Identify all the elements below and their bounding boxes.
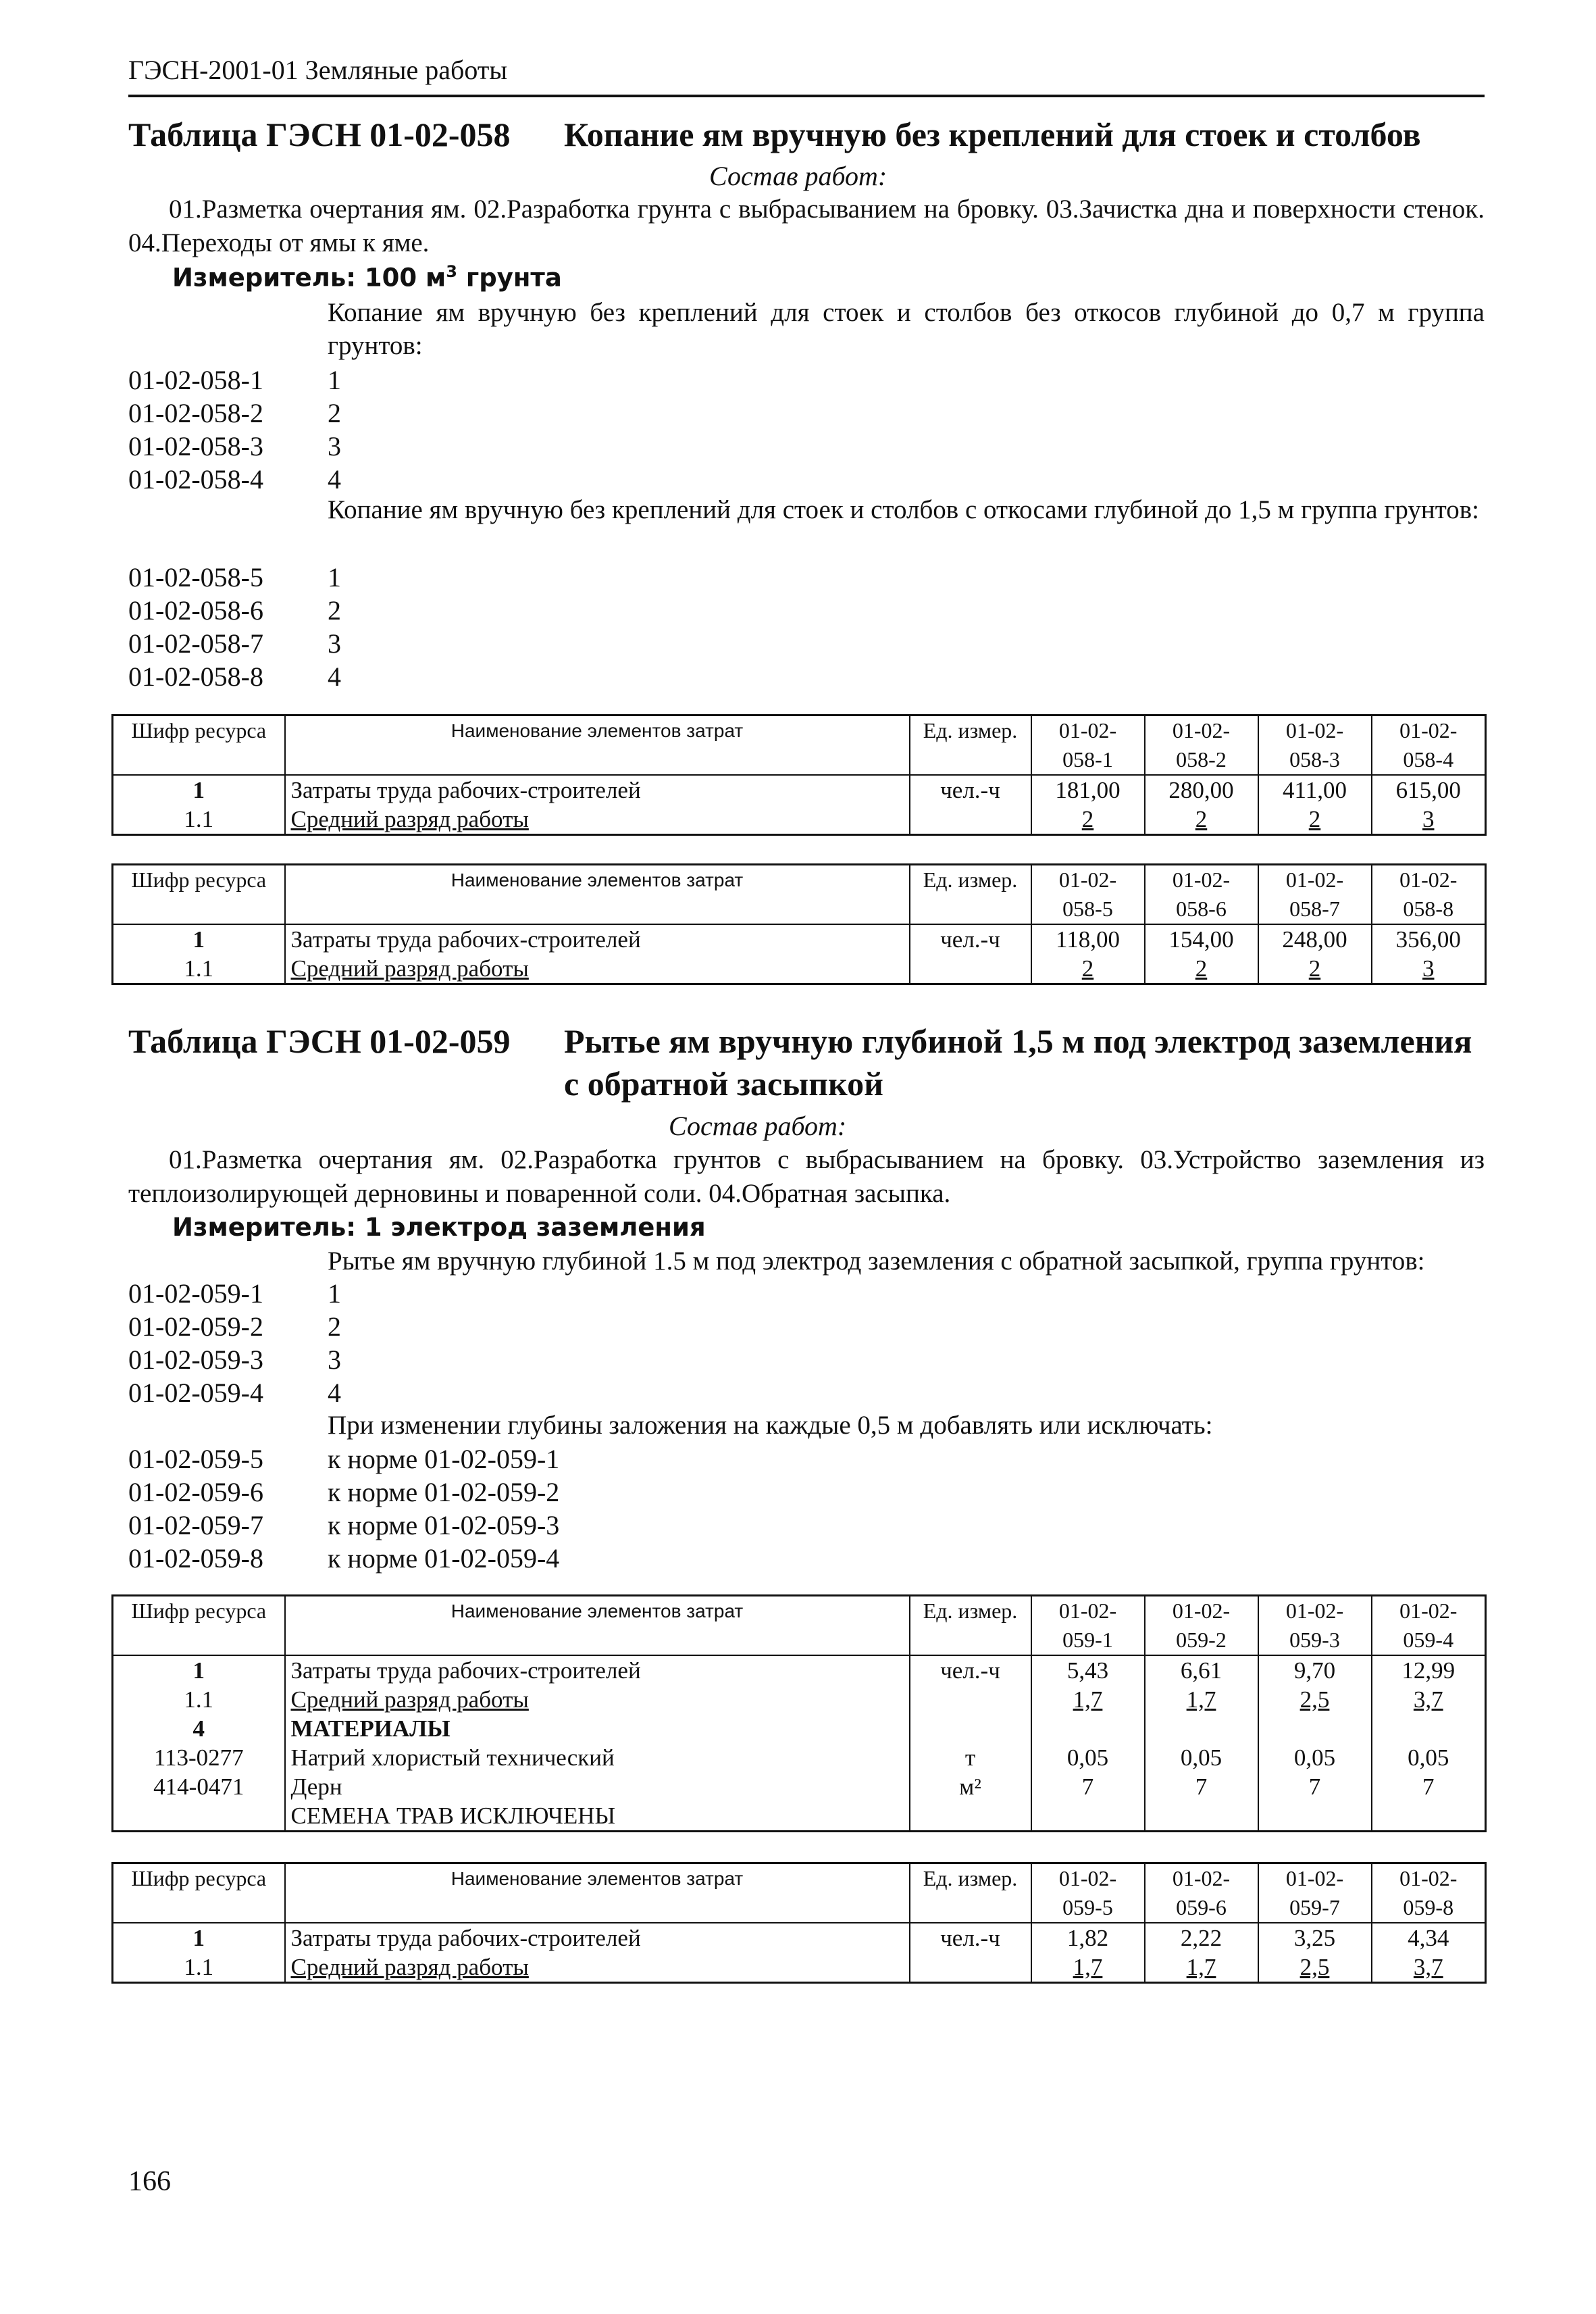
resource-code: 1.1 xyxy=(113,1685,285,1714)
norm-value: к норме 01-02-059-3 xyxy=(328,1510,560,1540)
header-norm-suffix: 058-3 xyxy=(1289,747,1340,772)
list-item xyxy=(128,397,534,430)
table-058-title: Копание ям вручную без креплений для стоек и столбов xyxy=(564,116,1421,153)
resource-unit: чел.-ч xyxy=(910,1923,1031,1953)
header-norm-suffix: 058-4 xyxy=(1403,747,1454,772)
list-item xyxy=(128,1442,669,1476)
table-row xyxy=(113,924,1486,954)
norm-code: 01-02-058-4 xyxy=(128,464,263,495)
norm-code: 01-02-059-2 xyxy=(128,1311,263,1342)
header-norm-prefix: 01-02- xyxy=(1285,1866,1344,1890)
norm-value: 1 xyxy=(328,365,341,395)
resource-value: 3 xyxy=(1372,805,1486,835)
header-unit: Ед. измер. xyxy=(910,715,1031,776)
resource-name: МАТЕРИАЛЫ xyxy=(285,1714,910,1743)
resource-table-058-5-8 xyxy=(111,863,1487,985)
resource-value xyxy=(1031,1714,1145,1743)
resource-value: 411,00 xyxy=(1258,775,1372,805)
resource-value: 2 xyxy=(1258,805,1372,835)
resource-code: 1 xyxy=(113,1923,285,1953)
resource-code: 113-0277 xyxy=(113,1743,285,1772)
resource-value: 356,00 xyxy=(1372,924,1486,954)
resource-value: 12,99 xyxy=(1372,1655,1486,1685)
resource-value: 0,05 xyxy=(1372,1743,1486,1772)
table-059-group1-list xyxy=(128,1277,669,1409)
header-norm-suffix: 058-2 xyxy=(1176,747,1227,772)
norm-value: 1 xyxy=(328,1278,341,1309)
resource-value xyxy=(1258,1714,1372,1743)
header-norm-prefix: 01-02- xyxy=(1058,1599,1117,1623)
resource-name: Затраты труда рабочих-строителей xyxy=(285,1923,910,1953)
header-norm-suffix: 059-8 xyxy=(1403,1895,1454,1919)
header-norm-suffix: 058-7 xyxy=(1289,897,1340,921)
table-058-composition-text: 01.Разметка очертания ям. 02.Разработка грунта с выбрасыванием на бровку. 03.Зачистка дна и поверхности стенок. 04.Переходы от ямы к яме. xyxy=(128,195,1485,257)
header-norm-prefix: 01-02- xyxy=(1058,867,1117,892)
running-title: ГЭСН-2001-01 Земляные работы xyxy=(128,55,508,85)
table-058-label: Таблица ГЭСН 01-02-058 xyxy=(128,116,511,153)
header-name: Наименование элементов затрат xyxy=(285,1863,910,1923)
resource-name: Средний разряд работы xyxy=(285,1953,910,1983)
resource-value xyxy=(1372,1801,1486,1832)
header-norm-suffix: 058-1 xyxy=(1062,747,1113,772)
norm-code: 01-02-058-7 xyxy=(128,628,263,659)
header-norm-column xyxy=(1145,1596,1258,1656)
header-norm-prefix: 01-02- xyxy=(1399,718,1458,743)
resource-value: 2 xyxy=(1031,954,1145,984)
norm-code: 01-02-059-3 xyxy=(128,1344,263,1375)
list-item xyxy=(128,1277,669,1310)
list-item xyxy=(128,363,534,397)
norm-value: 1 xyxy=(328,562,341,593)
header-code: Шифр ресурса xyxy=(113,1596,285,1656)
resource-name: Затраты труда рабочих-строителей xyxy=(285,1655,910,1685)
header-norm-column xyxy=(1145,865,1258,925)
header-norm-prefix: 01-02- xyxy=(1285,867,1344,892)
table-058-measure xyxy=(172,262,562,292)
resource-value: 4,34 xyxy=(1372,1923,1486,1953)
resource-value xyxy=(1145,1801,1258,1832)
norm-value: 3 xyxy=(328,1344,341,1375)
table-row xyxy=(113,775,1486,805)
list-item xyxy=(128,1376,669,1409)
resource-unit xyxy=(910,1685,1031,1714)
header-norm-suffix: 059-5 xyxy=(1062,1895,1113,1919)
norm-code: 01-02-059-8 xyxy=(128,1543,263,1574)
list-item xyxy=(128,1476,669,1509)
resource-code: 414-0471 xyxy=(113,1772,285,1801)
table-header-row xyxy=(113,1596,1486,1656)
resource-unit: чел.-ч xyxy=(910,775,1031,805)
header-unit: Ед. измер. xyxy=(910,865,1031,925)
resource-unit: м² xyxy=(910,1772,1031,1801)
list-item xyxy=(128,660,534,693)
table-058-group2-list xyxy=(128,561,534,693)
header-norm-prefix: 01-02- xyxy=(1285,1599,1344,1623)
resource-value: 1,82 xyxy=(1031,1923,1145,1953)
resource-unit: чел.-ч xyxy=(910,1655,1031,1685)
resource-value: 248,00 xyxy=(1258,924,1372,954)
header-norm-suffix: 059-4 xyxy=(1403,1628,1454,1652)
header-norm-prefix: 01-02- xyxy=(1172,1866,1231,1890)
table-058-composition-caption: Состав работ: xyxy=(709,161,887,191)
list-item xyxy=(128,463,534,496)
resource-table-058-1-4 xyxy=(111,714,1487,836)
resource-value: 181,00 xyxy=(1031,775,1145,805)
resource-unit xyxy=(910,805,1031,835)
resource-value: 154,00 xyxy=(1145,924,1258,954)
resource-name: Затраты труда рабочих-строителей xyxy=(285,924,910,954)
resource-code: 1 xyxy=(113,775,285,805)
resource-table-059-1-4 xyxy=(111,1594,1487,1832)
header-norm-prefix: 01-02- xyxy=(1058,1866,1117,1890)
norm-code: 01-02-058-5 xyxy=(128,562,263,593)
resource-code: 1.1 xyxy=(113,805,285,835)
resource-unit xyxy=(910,1714,1031,1743)
norm-code: 01-02-058-1 xyxy=(128,365,263,395)
resource-value: 2 xyxy=(1145,805,1258,835)
header-unit: Ед. измер. xyxy=(910,1596,1031,1656)
resource-value xyxy=(1145,1714,1258,1743)
resource-value: 3 xyxy=(1372,954,1486,984)
header-norm-suffix: 059-2 xyxy=(1176,1628,1227,1652)
norm-code: 01-02-059-7 xyxy=(128,1510,263,1540)
resource-code xyxy=(113,1801,285,1832)
header-norm-column xyxy=(1145,1863,1258,1923)
resource-value: 3,25 xyxy=(1258,1923,1372,1953)
list-item xyxy=(128,561,534,594)
resource-value: 0,05 xyxy=(1145,1743,1258,1772)
table-059-label: Таблица ГЭСН 01-02-059 xyxy=(128,1022,511,1060)
resource-value: 9,70 xyxy=(1258,1655,1372,1685)
resource-value: 7 xyxy=(1258,1772,1372,1801)
header-norm-suffix: 059-7 xyxy=(1289,1895,1340,1919)
table-059-group1-heading: Рытье ям вручную глубиной 1.5 м под электрод заземления с обратной засыпкой, группа грунтов: xyxy=(328,1247,1425,1276)
table-header-row xyxy=(113,865,1486,925)
resource-value: 7 xyxy=(1031,1772,1145,1801)
header-norm-column xyxy=(1031,715,1145,776)
header-name: Наименование элементов затрат xyxy=(285,1596,910,1656)
header-norm-column xyxy=(1031,865,1145,925)
table-row xyxy=(113,1714,1486,1743)
measure-label: Измеритель: 100 м xyxy=(172,263,446,293)
resource-unit xyxy=(910,1953,1031,1983)
list-item xyxy=(128,627,534,660)
table-row xyxy=(113,1685,1486,1714)
resource-value: 6,61 xyxy=(1145,1655,1258,1685)
table-059-measure: Измеритель: 1 электрод заземления xyxy=(172,1213,706,1242)
table-059-title-line2: с обратной засыпкой xyxy=(564,1065,883,1103)
norm-value: к норме 01-02-059-2 xyxy=(328,1477,560,1507)
norm-value: 4 xyxy=(328,1378,341,1408)
table-row xyxy=(113,1923,1486,1953)
list-item xyxy=(128,1542,669,1575)
header-norm-prefix: 01-02- xyxy=(1172,1599,1231,1623)
norm-value: 3 xyxy=(328,628,341,659)
header-norm-prefix: 01-02- xyxy=(1172,867,1231,892)
header-name: Наименование элементов затрат xyxy=(285,865,910,925)
norm-value: 2 xyxy=(328,595,341,626)
list-item xyxy=(128,594,534,627)
resource-code: 4 xyxy=(113,1714,285,1743)
resource-unit xyxy=(910,1801,1031,1832)
norm-code: 01-02-059-4 xyxy=(128,1378,263,1408)
header-norm-column xyxy=(1372,1863,1486,1923)
header-norm-suffix: 058-6 xyxy=(1176,897,1227,921)
norm-value: 4 xyxy=(328,661,341,692)
table-row xyxy=(113,1953,1486,1983)
table-row xyxy=(113,1655,1486,1685)
norm-code: 01-02-058-6 xyxy=(128,595,263,626)
header-name: Наименование элементов затрат xyxy=(285,715,910,776)
header-norm-column xyxy=(1372,865,1486,925)
resource-value: 2 xyxy=(1145,954,1258,984)
resource-value: 615,00 xyxy=(1372,775,1486,805)
norm-value: 2 xyxy=(328,1311,341,1342)
header-norm-column xyxy=(1372,1596,1486,1656)
resource-value: 118,00 xyxy=(1031,924,1145,954)
resource-value xyxy=(1031,1801,1145,1832)
table-059-group2-heading: При изменении глубины заложения на каждые 0,5 м добавлять или исключать: xyxy=(328,1411,1213,1440)
resource-table-059-5-8 xyxy=(111,1862,1487,1984)
resource-value: 7 xyxy=(1372,1772,1486,1801)
resource-code: 1 xyxy=(113,924,285,954)
table-058-group2-heading: Копание ям вручную без креплений для стоек и столбов с откосами глубиной до 1,5 м группа грунтов: xyxy=(328,495,1479,524)
norm-code: 01-02-059-5 xyxy=(128,1444,263,1474)
resource-value: 1,7 xyxy=(1145,1953,1258,1983)
norm-code: 01-02-058-8 xyxy=(128,661,263,692)
header-norm-suffix: 059-3 xyxy=(1289,1628,1340,1652)
header-norm-suffix: 058-5 xyxy=(1062,897,1113,921)
resource-value: 2 xyxy=(1031,805,1145,835)
header-code: Шифр ресурса xyxy=(113,865,285,925)
resource-value: 2 xyxy=(1258,954,1372,984)
resource-value xyxy=(1258,1801,1372,1832)
resource-name: Средний разряд работы xyxy=(285,1685,910,1714)
table-059-title-line1: Рытье ям вручную глубиной 1,5 м под электрод заземления xyxy=(564,1022,1472,1060)
table-header-row xyxy=(113,715,1486,776)
table-059-group2-list xyxy=(128,1442,669,1575)
header-norm-prefix: 01-02- xyxy=(1399,867,1458,892)
header-code: Шифр ресурса xyxy=(113,1863,285,1923)
resource-value: 3,7 xyxy=(1372,1953,1486,1983)
resource-value: 2,22 xyxy=(1145,1923,1258,1953)
table-058-group1-heading: Копание ям вручную без креплений для стоек и столбов без откосов глубиной до 0,7 м группа грунтов: xyxy=(328,298,1485,360)
resource-value: 0,05 xyxy=(1258,1743,1372,1772)
resource-value xyxy=(1372,1714,1486,1743)
norm-value: к норме 01-02-059-1 xyxy=(328,1444,560,1474)
resource-name: Средний разряд работы xyxy=(285,805,910,835)
table-row xyxy=(113,805,1486,835)
measure-tail: грунта xyxy=(457,263,562,293)
table-059-composition-caption: Состав работ: xyxy=(669,1111,847,1141)
list-item xyxy=(128,430,534,463)
header-norm-column xyxy=(1258,1863,1372,1923)
resource-unit: чел.-ч xyxy=(910,924,1031,954)
resource-value: 7 xyxy=(1145,1772,1258,1801)
header-norm-prefix: 01-02- xyxy=(1399,1599,1458,1623)
page-number: 166 xyxy=(128,2166,171,2197)
resource-name: СЕМЕНА ТРАВ ИСКЛЮЧЕНЫ xyxy=(285,1801,910,1832)
norm-code: 01-02-059-1 xyxy=(128,1278,263,1309)
header-code: Шифр ресурса xyxy=(113,715,285,776)
norm-code: 01-02-058-3 xyxy=(128,431,263,461)
resource-code: 1 xyxy=(113,1655,285,1685)
header-norm-prefix: 01-02- xyxy=(1399,1866,1458,1890)
resource-value: 3,7 xyxy=(1372,1685,1486,1714)
header-norm-column xyxy=(1145,715,1258,776)
resource-code: 1.1 xyxy=(113,1953,285,1983)
table-row xyxy=(113,954,1486,984)
resource-name: Натрий хлористый технический xyxy=(285,1743,910,1772)
norm-value: к норме 01-02-059-4 xyxy=(328,1543,560,1574)
resource-unit: т xyxy=(910,1743,1031,1772)
resource-value: 280,00 xyxy=(1145,775,1258,805)
resource-value: 5,43 xyxy=(1031,1655,1145,1685)
resource-code: 1.1 xyxy=(113,954,285,984)
norm-value: 2 xyxy=(328,398,341,428)
norm-code: 01-02-058-2 xyxy=(128,398,263,428)
resource-unit xyxy=(910,954,1031,984)
header-unit: Ед. измер. xyxy=(910,1863,1031,1923)
norm-value: 4 xyxy=(328,464,341,495)
header-norm-column xyxy=(1031,1863,1145,1923)
header-norm-suffix: 059-6 xyxy=(1176,1895,1227,1919)
list-item xyxy=(128,1343,669,1376)
header-rule xyxy=(128,95,1485,97)
table-058-group1-list xyxy=(128,363,534,496)
resource-value: 1,7 xyxy=(1145,1685,1258,1714)
table-059-composition-text: 01.Разметка очертания ям. 02.Разработка грунтов с выбрасыванием на бровку. 03.Устройство заземления из теплоизолирующей дерновины и поваренной соли. 04.Обратная засыпка. xyxy=(128,1145,1485,1208)
measure-superscript: 3 xyxy=(446,262,457,281)
header-norm-column xyxy=(1258,715,1372,776)
list-item xyxy=(128,1310,669,1343)
header-norm-prefix: 01-02- xyxy=(1172,718,1231,743)
resource-name: Затраты труда рабочих-строителей xyxy=(285,775,910,805)
header-norm-suffix: 058-8 xyxy=(1403,897,1454,921)
table-row xyxy=(113,1743,1486,1772)
norm-value: 3 xyxy=(328,431,341,461)
header-norm-suffix: 059-1 xyxy=(1062,1628,1113,1652)
norm-code: 01-02-059-6 xyxy=(128,1477,263,1507)
resource-value: 2,5 xyxy=(1258,1685,1372,1714)
resource-value: 0,05 xyxy=(1031,1743,1145,1772)
table-header-row xyxy=(113,1863,1486,1923)
list-item xyxy=(128,1509,669,1542)
resource-name: Средний разряд работы xyxy=(285,954,910,984)
header-norm-column xyxy=(1372,715,1486,776)
resource-name: Дерн xyxy=(285,1772,910,1801)
table-row xyxy=(113,1801,1486,1832)
header-norm-column xyxy=(1258,865,1372,925)
table-row xyxy=(113,1772,1486,1801)
resource-value: 1,7 xyxy=(1031,1953,1145,1983)
header-norm-prefix: 01-02- xyxy=(1058,718,1117,743)
resource-value: 1,7 xyxy=(1031,1685,1145,1714)
resource-value: 2,5 xyxy=(1258,1953,1372,1983)
header-norm-prefix: 01-02- xyxy=(1285,718,1344,743)
header-norm-column xyxy=(1031,1596,1145,1656)
header-norm-column xyxy=(1258,1596,1372,1656)
